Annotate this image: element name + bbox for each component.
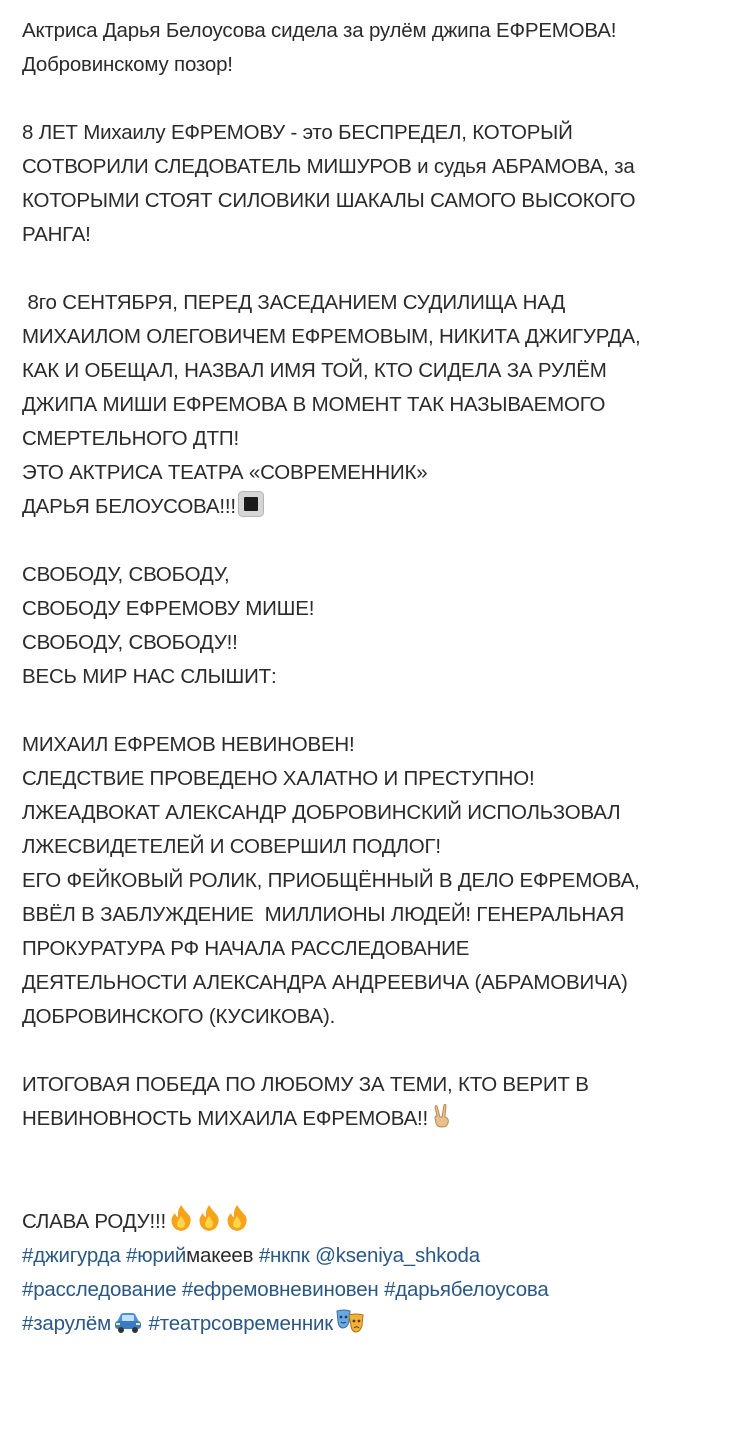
hashtag-line-2	[22, 1273, 737, 1307]
mention-link[interactable]: @kseniya_shkoda	[315, 1244, 480, 1267]
victory-hand-icon	[430, 1103, 454, 1129]
hashtag-link[interactable]: #ефремовневиновен	[181, 1278, 379, 1301]
para4-line-2: СЛЕДСТВИЕ ПРОВЕДЕНО ХАЛАТНО И ПРЕСТУПНО!	[22, 767, 535, 790]
hashtag-link[interactable]: #зарулём	[22, 1312, 112, 1335]
hashtag-plain-text: макеев	[186, 1244, 254, 1267]
black-square-icon	[238, 491, 264, 517]
para2-line-3: КАК И ОБЕЩАЛ, НАЗВАЛ ИМЯ ТОЙ, КТО СИДЕЛА ЗА РУЛЁМ	[22, 359, 607, 382]
para4-line-9: ДОБРОВИНСКОГО (КУСИКОВА).	[22, 1005, 336, 1028]
closing-text: СЛАВА РОДУ!!!	[22, 1210, 166, 1233]
spacer	[22, 1136, 737, 1204]
para5-line-2	[22, 1102, 737, 1136]
para2-last-text: ДАРЬЯ БЕЛОУСОВА!!!	[22, 495, 236, 518]
para4-line-7: ПРОКУРАТУРА РФ НАЧАЛА РАССЛЕДОВАНИЕ	[22, 937, 470, 960]
para3-line-2: СВОБОДУ ЕФРЕМОВУ МИШЕ!	[22, 597, 315, 620]
fire-icon	[168, 1204, 194, 1232]
theatre-masks-icon	[335, 1308, 365, 1334]
post-text	[22, 14, 737, 1341]
spacer	[22, 694, 737, 728]
car-icon	[113, 1310, 143, 1334]
para4-line-4: ЛЖЕСВИДЕТЕЛЕЙ И СОВЕРШИЛ ПОДЛОГ!	[22, 835, 441, 858]
hashtag-link[interactable]: #джигурда	[22, 1244, 121, 1267]
intro-line-1: Актриса Дарья Белоусова сидела за рулём джипа ЕФРЕМОВА!	[22, 19, 617, 42]
para2-line-5: СМЕРТЕЛЬНОГО ДТП!	[22, 427, 239, 450]
para1-line-4: РАНГА!	[22, 223, 91, 246]
hashtag-block	[22, 1239, 737, 1341]
para1-line-1: 8 ЛЕТ Михаилу ЕФРЕМОВУ - это БЕСПРЕДЕЛ, КОТОРЫЙ	[22, 121, 573, 144]
para4-line-6: ВВЁЛ В ЗАБЛУЖДЕНИЕ МИЛЛИОНЫ ЛЮДЕЙ! ГЕНЕРАЛЬНАЯ	[22, 903, 625, 926]
para4-line-3: ЛЖЕАДВОКАТ АЛЕКСАНДР ДОБРОВИНСКИЙ ИСПОЛЬЗОВАЛ	[22, 801, 621, 824]
spacer	[22, 82, 737, 116]
para5-last-text: НЕВИНОВНОСТЬ МИХАИЛА ЕФРЕМОВА!!	[22, 1107, 429, 1130]
hashtag-line-1	[22, 1239, 737, 1273]
para3-line-1: СВОБОДУ, СВОБОДУ,	[22, 563, 230, 586]
para1-line-2: СОТВОРИЛИ СЛЕДОВАТЕЛЬ МИШУРОВ и судья АБРАМОВА, за	[22, 155, 635, 178]
fire-icon	[224, 1204, 250, 1232]
para2-line-6: ЭТО АКТРИСА ТЕАТРА «СОВРЕМЕННИК»	[22, 461, 428, 484]
hashtag-link[interactable]: #юрий	[126, 1244, 187, 1267]
intro-line-2: Добровинскому позор!	[22, 53, 233, 76]
hashtag-link[interactable]: #театрсовременник	[148, 1312, 333, 1335]
para1-line-3: КОТОРЫМИ СТОЯТ СИЛОВИКИ ШАКАЛЫ САМОГО ВЫСОКОГО	[22, 189, 636, 212]
para2-line-4: ДЖИПА МИШИ ЕФРЕМОВА В МОМЕНТ ТАК НАЗЫВАЕМОГО	[22, 393, 606, 416]
hashtag-link[interactable]: #дарьябелоусова	[384, 1278, 549, 1301]
hashtag-line-3	[22, 1307, 737, 1341]
fire-icon	[196, 1204, 222, 1232]
spacer	[22, 252, 737, 286]
hashtag-link[interactable]: #нкпк	[258, 1244, 310, 1267]
spacer	[22, 524, 737, 558]
spacer	[22, 1034, 737, 1068]
para2-line-7	[22, 490, 737, 524]
para2-line-1: 8го СЕНТЯБРЯ, ПЕРЕД ЗАСЕДАНИЕМ СУДИЛИЩА НАД	[22, 291, 566, 314]
para4-line-8: ДЕЯТЕЛЬНОСТИ АЛЕКСАНДРА АНДРЕЕВИЧА (АБРАМОВИЧА)	[22, 971, 628, 994]
para4-line-1: МИХАИЛ ЕФРЕМОВ НЕВИНОВЕН!	[22, 733, 355, 756]
closing-line	[22, 1204, 737, 1239]
para4-line-5: ЕГО ФЕЙКОВЫЙ РОЛИК, ПРИОБЩЁННЫЙ В ДЕЛО ЕФРЕМОВА,	[22, 869, 640, 892]
para2-line-2: МИХАИЛОМ ОЛЕГОВИЧЕМ ЕФРЕМОВЫМ, НИКИТА ДЖИГУРДА,	[22, 325, 641, 348]
hashtag-link[interactable]: #расследование	[22, 1278, 177, 1301]
para3-line-4: ВЕСЬ МИР НАС СЛЫШИТ:	[22, 665, 277, 688]
para5-line-1: ИТОГОВАЯ ПОБЕДА ПО ЛЮБОМУ ЗА ТЕМИ, КТО ВЕРИТ В	[22, 1073, 589, 1096]
para3-line-3: СВОБОДУ, СВОБОДУ!!	[22, 631, 238, 654]
